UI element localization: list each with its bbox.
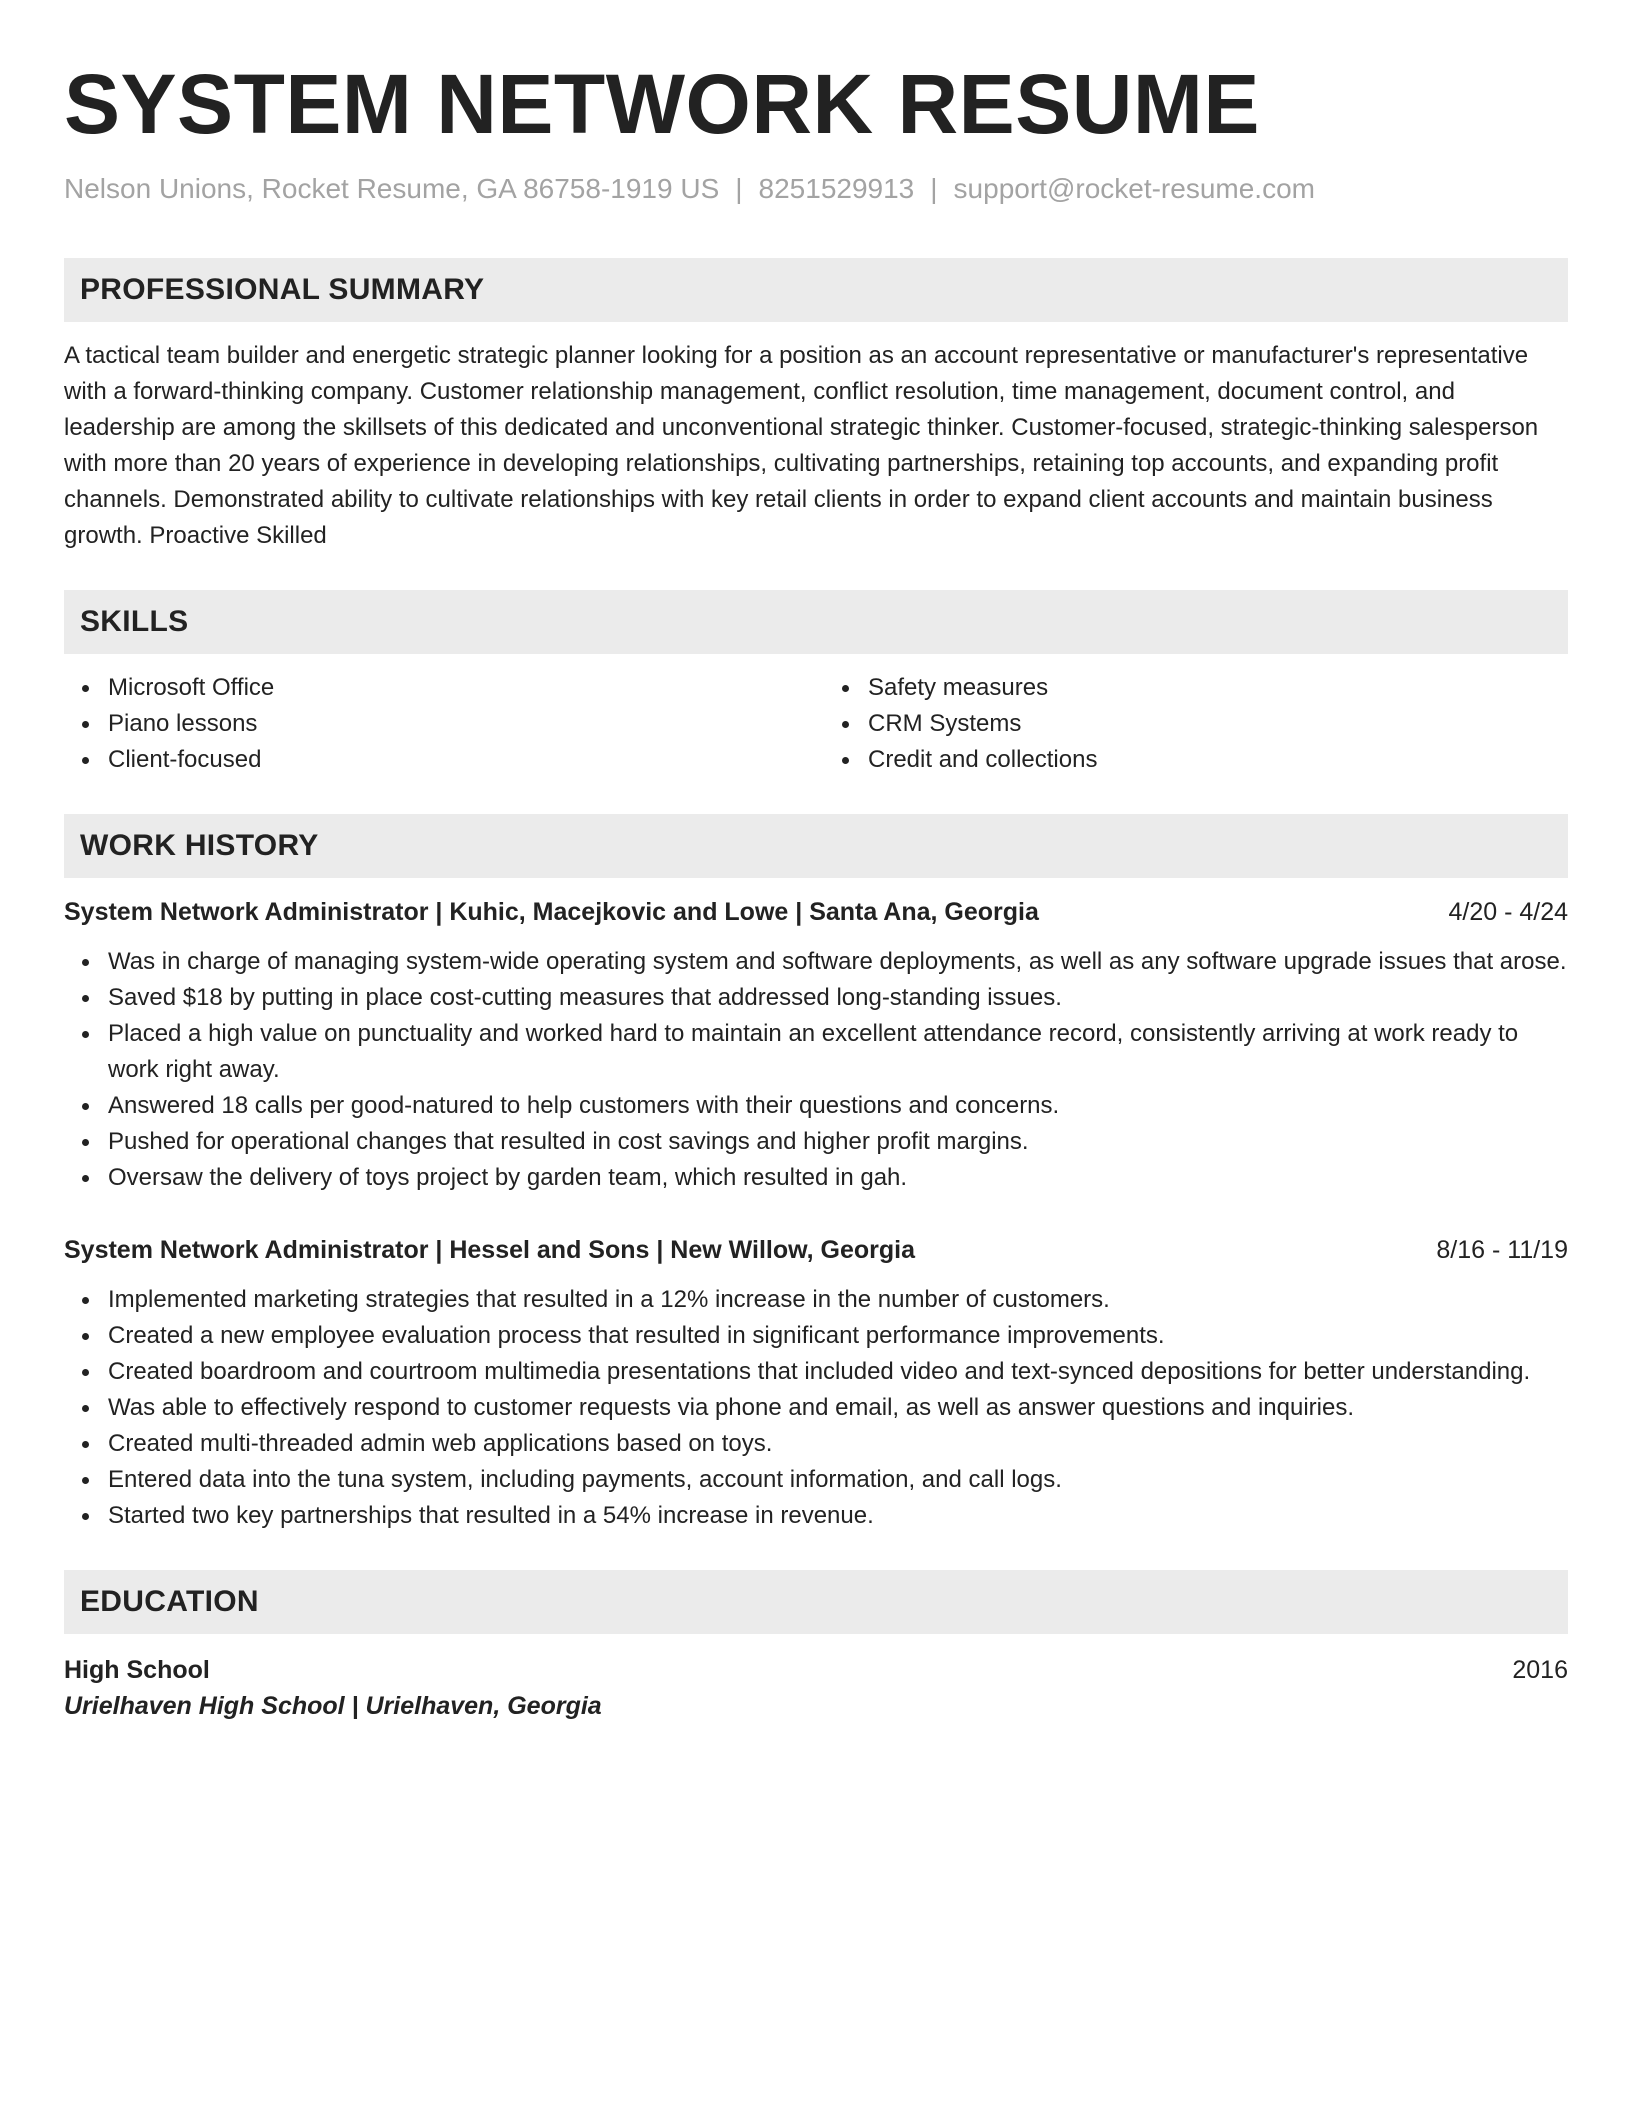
job-bullet: Answered 18 calls per good-natured to help customers with their questions and concerns.	[108, 1088, 1568, 1124]
job-header	[64, 1232, 1568, 1268]
education-section-header	[64, 1570, 1568, 1634]
education-school: Urielhaven High School | Urielhaven, Georgia	[64, 1692, 602, 1720]
work-heading: WORK HISTORY	[80, 829, 319, 862]
contact-phone: 8251529913	[758, 173, 915, 204]
job-entry	[64, 894, 1568, 1196]
skill-item: Credit and collections	[868, 742, 1568, 778]
job-bullet: Was able to effectively respond to customer requests via phone and email, as well as answer questions and inquiries.	[108, 1390, 1568, 1426]
skill-item: Microsoft Office	[108, 670, 816, 706]
job-bullets	[64, 1282, 1568, 1534]
contact-address: Nelson Unions, Rocket Resume, GA 86758-1919 US	[64, 173, 720, 204]
summary-heading: PROFESSIONAL SUMMARY	[80, 273, 485, 306]
skill-item: Safety measures	[868, 670, 1568, 706]
job-bullet: Placed a high value on punctuality and worked hard to maintain an excellent attendance record, consistently arriving at work ready to work right away.	[108, 1016, 1568, 1088]
skill-item: Piano lessons	[108, 706, 816, 742]
work-section-header	[64, 814, 1568, 878]
skills-heading: SKILLS	[80, 605, 189, 638]
job-dates: 4/20 - 4/24	[1448, 898, 1568, 926]
skill-item: CRM Systems	[868, 706, 1568, 742]
education-entry	[64, 1652, 1568, 1724]
summary-text: A tactical team builder and energetic strategic planner looking for a position as an account representative or manufacturer's representative with a forward-thinking company. Customer relationship management, conflict resolution, time management, document control, and leadership are among the skillsets of this dedicated and unconventional strategic thinker. Customer-focused, strategic-thinking salesperson with more than 20 years of experience in developing relationships, cultivating partnerships, retaining top accounts, and expanding profit channels. Demonstrated ability to cultivate relationships with key retail clients in order to expand client accounts and maintain business growth. Proactive Skilled	[64, 342, 1539, 549]
summary-section-header	[64, 258, 1568, 322]
resume-title: SYSTEM NETWORK RESUME	[64, 57, 1260, 151]
job-bullet: Saved $18 by putting in place cost-cutting measures that addressed long-standing issues.	[108, 980, 1568, 1016]
education-heading: EDUCATION	[80, 1585, 259, 1618]
contact-line	[64, 172, 1568, 206]
job-bullet: Created a new employee evaluation process that resulted in significant performance improvements.	[108, 1318, 1568, 1354]
job-bullet: Created multi-threaded admin web applications based on toys.	[108, 1426, 1568, 1462]
job-bullet: Created boardroom and courtroom multimedia presentations that included video and text-synced depositions for better understanding.	[108, 1354, 1568, 1390]
skills-list	[64, 670, 1568, 778]
contact-separator: |	[735, 173, 743, 204]
skills-section-header	[64, 590, 1568, 654]
skills-column-right	[816, 670, 1568, 778]
job-bullet: Was in charge of managing system-wide operating system and software deployments, as well as any software upgrade issues that arose.	[108, 944, 1568, 980]
contact-separator: |	[930, 173, 938, 204]
job-bullet: Oversaw the delivery of toys project by garden team, which resulted in gah.	[108, 1160, 1568, 1196]
education-year: 2016	[1512, 1656, 1568, 1684]
education-degree: High School	[64, 1656, 210, 1684]
job-bullet: Entered data into the tuna system, including payments, account information, and call logs.	[108, 1462, 1568, 1498]
job-title: System Network Administrator | Hessel and Sons | New Willow, Georgia	[64, 1236, 916, 1264]
skill-item: Client-focused	[108, 742, 816, 778]
job-bullets	[64, 944, 1568, 1196]
contact-email: support@rocket-resume.com	[953, 173, 1315, 204]
job-bullet: Pushed for operational changes that resulted in cost savings and higher profit margins.	[108, 1124, 1568, 1160]
job-dates: 8/16 - 11/19	[1436, 1236, 1568, 1264]
skills-column-left	[64, 670, 816, 778]
job-bullet: Implemented marketing strategies that resulted in a 12% increase in the number of customers.	[108, 1282, 1568, 1318]
job-header	[64, 894, 1568, 930]
job-bullet: Started two key partnerships that resulted in a 54% increase in revenue.	[108, 1498, 1568, 1534]
education-header	[64, 1652, 1568, 1688]
job-entry	[64, 1232, 1568, 1534]
job-title: System Network Administrator | Kuhic, Macejkovic and Lowe | Santa Ana, Georgia	[64, 898, 1039, 926]
